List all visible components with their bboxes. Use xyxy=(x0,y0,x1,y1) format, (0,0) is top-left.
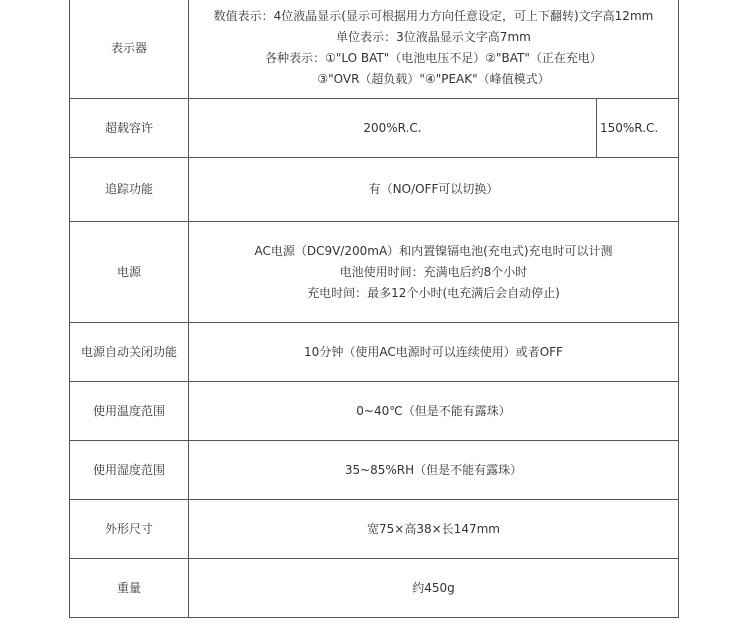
row-label: 外形尺寸 xyxy=(104,521,153,536)
dimensions-value-cell xyxy=(189,500,678,558)
spec-value: 35~85%RH（但是不能有露珠） xyxy=(344,462,523,477)
spec-value: 200%R.C. xyxy=(363,120,422,135)
spec-line: 各种表示：①"LO BAT"（电池电压不足）②"BAT"（正在充电） xyxy=(265,51,602,65)
overload-extra-cell xyxy=(597,99,678,157)
power-spec-cell xyxy=(189,222,678,322)
spec-value: 有（NO/OFF可以切换） xyxy=(368,182,499,196)
table-row-power xyxy=(70,222,188,322)
spec-value: 约450g xyxy=(412,580,455,595)
table-row-display xyxy=(70,0,188,98)
spec-line: 单位表示：3位液晶显示文字高7mm xyxy=(336,30,531,44)
row-label: 电源 xyxy=(116,264,141,279)
spec-value: 0~40℃（但是不能有露珠） xyxy=(356,403,511,418)
humidity-value-cell xyxy=(189,441,678,499)
spec-line: AC电源（DC9V/200mA）和内置镍镉电池(充电式)充电时可以计测 xyxy=(254,243,613,258)
table-row-dimensions xyxy=(70,500,188,558)
display-spec-cell xyxy=(189,0,678,98)
row-label: 表示器 xyxy=(110,41,147,55)
spec-line: 充电时间：最多12个小时(电充满后会自动停止) xyxy=(307,285,560,300)
weight-value-cell xyxy=(189,559,678,617)
overload-value-cell xyxy=(189,99,596,157)
spec-table xyxy=(69,0,679,618)
table-row-auto-off xyxy=(70,323,188,381)
row-label: 电源自动关闭功能 xyxy=(80,344,177,359)
row-label: 使用湿度范围 xyxy=(92,462,165,477)
auto-off-value-cell xyxy=(189,323,678,381)
row-label: 超载容许 xyxy=(104,120,153,135)
table-row-tracking xyxy=(70,158,188,221)
spec-value: 宽75×高38×长147mm xyxy=(367,521,500,536)
table-row-overload xyxy=(70,99,188,157)
spec-value: 10分钟（使用AC电源时可以连续使用）或者OFF xyxy=(304,344,563,359)
table-row-temperature xyxy=(70,382,188,440)
spec-value: 150%R.C. xyxy=(600,120,659,135)
table-border-bottom xyxy=(69,617,679,618)
table-border-right xyxy=(678,0,679,618)
table-row-weight xyxy=(70,559,188,617)
tracking-value-cell xyxy=(189,158,678,221)
temperature-value-cell xyxy=(189,382,678,440)
spec-line: ③"OVR（超负载）"④"PEAK"（峰值模式） xyxy=(317,72,550,86)
spec-line: 数值表示：4位液晶显示(显示可根据用力方向任意设定，可上下翻转)文字高12mm xyxy=(213,9,654,23)
spec-line: 电池使用时间：充满电后约8个小时 xyxy=(339,264,528,279)
row-label: 追踪功能 xyxy=(104,182,153,196)
row-label: 重量 xyxy=(116,580,141,595)
row-label: 使用温度范围 xyxy=(92,403,165,418)
table-row-humidity xyxy=(70,441,188,499)
